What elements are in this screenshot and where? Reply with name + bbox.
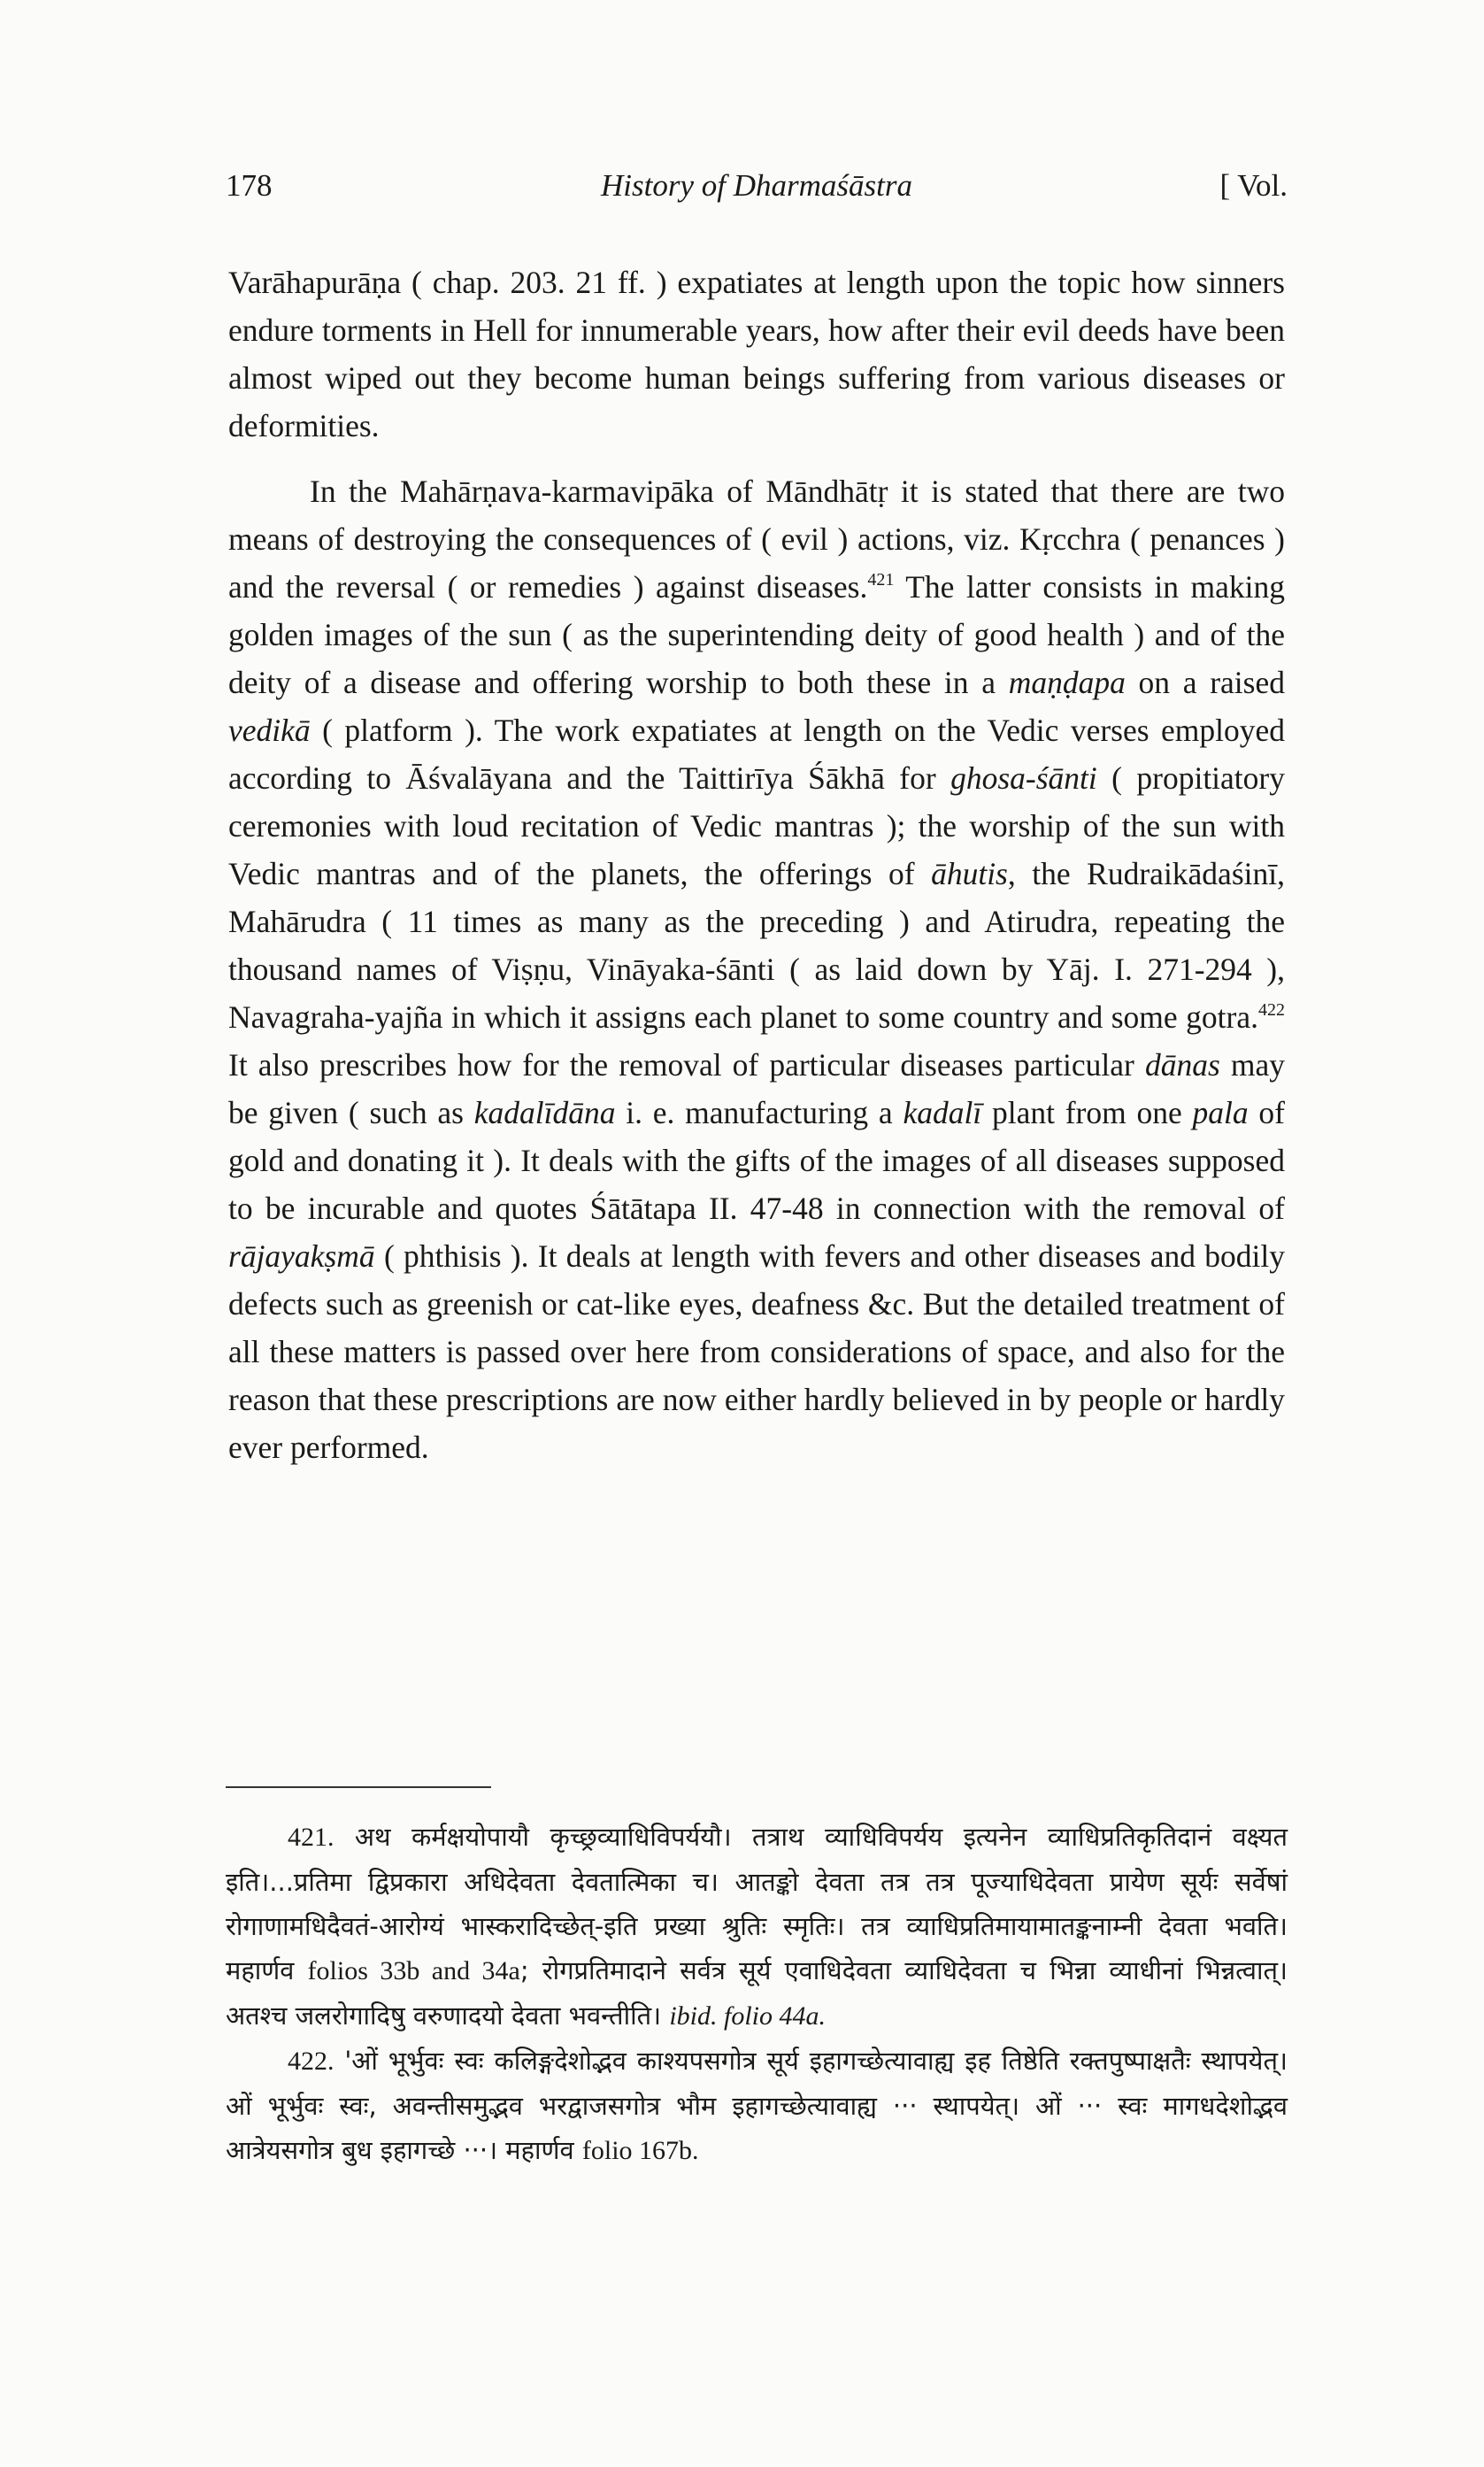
page-number: 178 [226,168,273,203]
footnote-421: 421. अथ कर्मक्षयोपायौ कृच्छ्रव्याधिविपर्ययौ। तत्राथ व्याधिविपर्यय इत्यनेन व्याधिप्रतिकृतिदानं वक्ष्यत इति।...प्रतिमा द्विप्रकारा अधिदेवता देवतात्मिका च। आतङ्को देवता तत्र तत्र पूज्याधिदेवता प्रायेण सूर्यः सर्वेषां रोगाणामधिदैवतं-आरोग्यं भास्करादिच्छेत्-इति प्रख्या श्रुतिः स्मृतिः। तत्र व्याधिप्रतिमायामातङ्कनाम्नी देवता भवति। महार्णव folios 33b and 34a; रोगप्रतिमादाने सर्वत्र सूर्य एवाधिदेवता व्याधिदेवता च भिन्ना व्याधीनां भिन्नत्वात्। अतश्च जलरोगादिषु वरुणादयो देवता भवन्तीति। ibid. folio 44a. [226,1822,1288,2031]
volume-label: [ Vol. [1219,168,1288,203]
main-text [228,258,1285,1471]
footnote-422: 422. 'ओं भूर्भुवः स्वः कलिङ्गदेशोद्भव काश्यपसगोत्र सूर्य इहागच्छेत्यावाह्य इह तिष्ठेति रक्तपुष्पाक्षतैः स्थापयेत्। ओं भूर्भुवः स्वः, अवन्तीसमुद्भव भरद्वाजसगोत्र भौम इहागच्छेत्यावाह्य ··· स्थापयेत्। ओं ··· स्वः मागधदेशोद्भव आत्रेयसगोत्र बुध इहागच्छे ···। महार्णव folio 167b. [226,2046,1288,2165]
running-title: History of Dharmaśāstra [601,168,912,203]
footnote-ref-422: 422 [1258,1000,1285,1020]
paragraph-2: In the Mahārṇava-karmavipāka of Māndhātṛ it is stated that there are two means of destroying the consequences of ( evil ) actions, viz. Kṛcchra ( penances ) and the reversal ( or remedies ) against diseases.$^{421}$ The latter consists in making golden images of the sun ( as the superintending deity of good health ) and of the deity of a disease and offering worship to both these in a maṇḍapa on a raised vedikā ( platform ). The work expatiates at length on the Vedic verses employed according to Āśvalāyana and the Taittirīya Śākhā for ghosa-śānti ( propitiatory ceremonies with loud recitation of Vedic mantras ); the worship of the sun with Vedic mantras and of the planets, the offerings of āhutis, the Rudraikādaśinī, Mahārudra ( 11 times as many as the preceding ) and Atirudra, repeating the thousand names of Viṣṇu, Vināyaka-śānti ( as laid down by Yāj. I. 271-294 ), Navagraha-yajña in which it assigns each planet to some country and some gotra.$^{422}$ It also prescribes how for the removal of particular diseases particular dānas may be given ( such as kadalīdāna i. e. manufacturing a kadalī plant from one pala of gold and donating it ). It deals with the gifts of the images of all diseases supposed to be incurable and quotes Śātātapa II. 47-48 in connection with the removal of rājayakṣmā ( phthisis ). It deals at length with fevers and other diseases and bodily defects such as greenish or cat-like eyes, deafness &c. But the detailed treatment of all these matters is passed over here from considerations of space, and also for the reason that these prescriptions are now either hardly believed in by people or hardly ever performed. [228,474,1286,1465]
footnote-ref-421: 421 [867,570,895,590]
footnote-divider [226,1786,491,1788]
footnotes [226,1815,1288,2173]
paragraph-1: Varāhapurāṇa ( chap. 203. 21 ff. ) expatiates at length upon the topic how sinners endure torments in Hell for innumerable years, how after their evil deeds have been almost wiped out they become human beings suffering from various diseases or deformities. [228,265,1285,443]
running-header [226,168,1288,221]
